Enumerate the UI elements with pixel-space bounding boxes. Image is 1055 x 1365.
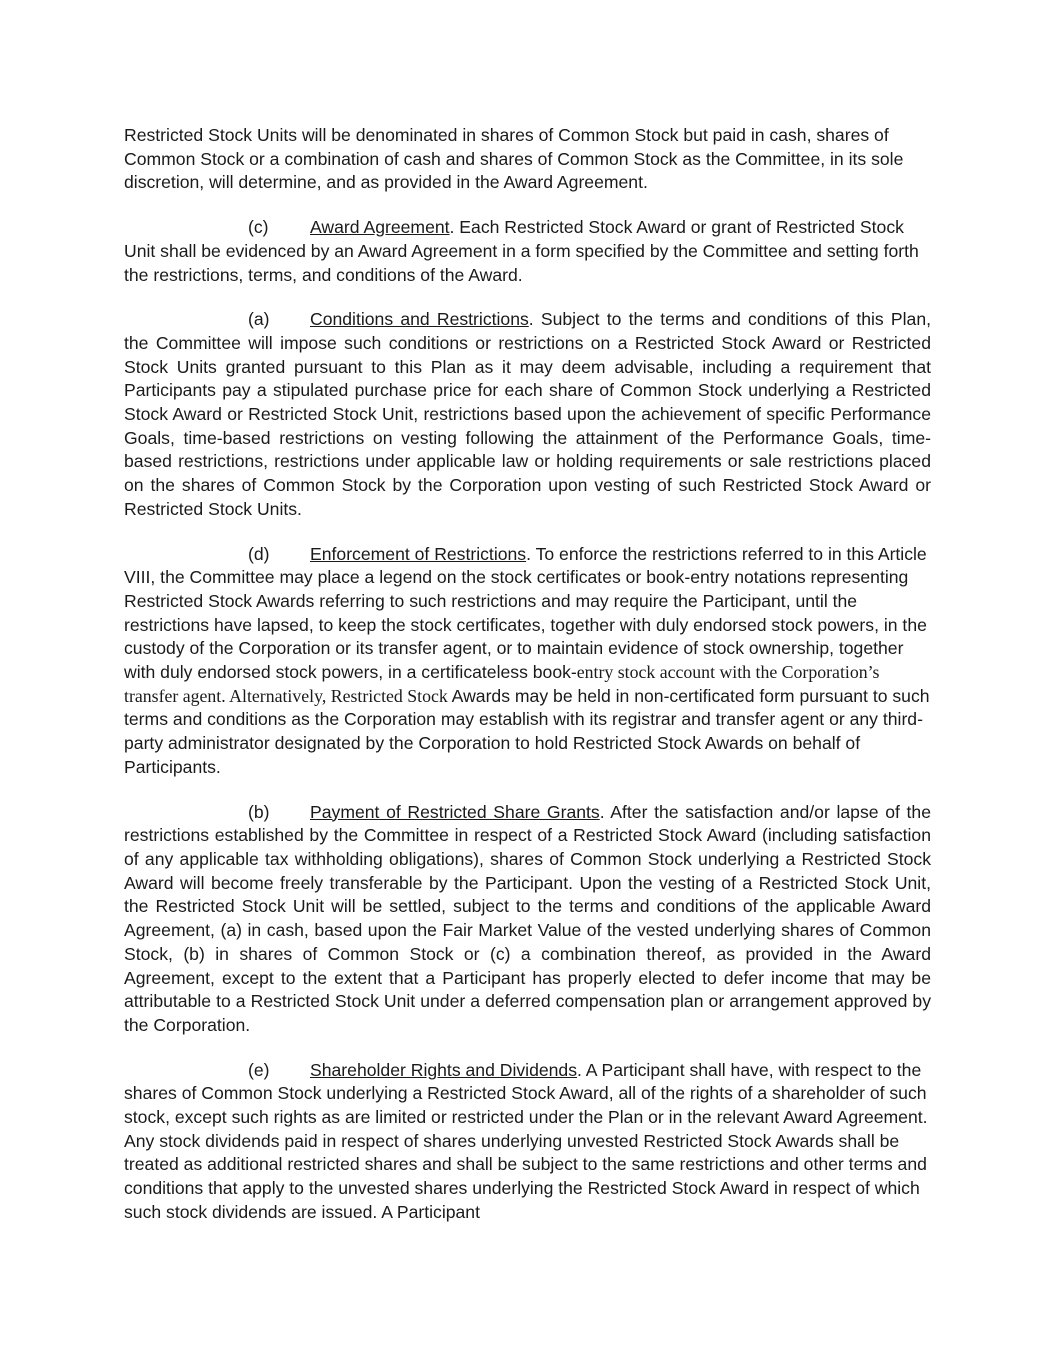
paragraph-payment-restricted-share-grants	[124, 801, 931, 1038]
paragraph-text: . A Participant shall have, with respect to the shares of Common Stock underlying a Restricted Stock Award, all of the rights of a shareholder of such stock, except such rights as are limited or restricted under the Plan or in the relevant Award Agreement. Any stock dividends paid in respect of shares underlying unvested Restricted Stock Awards shall be treated as additional restricted shares and shall be subject to the same restrictions and other terms and conditions that apply to the unvested shares underlying the Restricted Stock Award in respect of which such stock dividends are issued. A Participant	[124, 1059, 928, 1222]
paragraph-enforcement-restrictions	[124, 543, 931, 780]
paragraph-shareholder-rights-dividends	[124, 1059, 931, 1225]
section-label: (a)	[248, 309, 270, 330]
paragraph-text: . Each Restricted Stock Award or grant of Restricted Stock Unit shall be evidenced by an Award Agreement in a form specified by the Committee and setting forth the restrictions, terms, and conditions of the Award.	[124, 217, 919, 285]
paragraph-text: Restricted Stock Units will be denominated in shares of Common Stock but paid in cash, shares of Common Stock or a combination of cash and shares of Common Stock as the Committee, in its sole discretion, will determine, and as provided in the Award Agreement.	[124, 125, 904, 193]
section-label: (d)	[248, 543, 270, 564]
paragraph-text: Awards may be held in non-certificated form pursuant to such terms and conditions as the Corporation may establish with its registrar and transfer agent or any third-party administrator designated by the Corporation to hold Restricted Stock Awards on behalf of Participants.	[124, 685, 930, 777]
paragraph-text: . After the satisfaction and/or lapse of the restrictions established by the Committee in respect of a Restricted Stock Award (including satisfaction of any applicable tax withholding obligations), shares of Common Stock underlying a Restricted Stock Award will become freely transferable by the Participant. Upon the vesting of a Restricted Stock Unit, the Restricted Stock Unit will be settled, subject to the terms and conditions of the applicable Award Agreement, (a) in cash, based upon the Fair Market Value of the vested underlying shares of Common Stock, (b) in shares of Common Stock or (c) a combination thereof, as provided in the Award Agreement, except to the extent that a Participant has properly elected to defer income that may be attributable to a Restricted Stock Unit under a deferred compensation plan or arrangement approved by the Corporation.	[124, 801, 931, 1035]
section-label: (b)	[248, 801, 270, 822]
paragraph-award-agreement	[124, 216, 931, 287]
section-heading-conditions-restrictions: Conditions and Restrictions	[310, 309, 529, 330]
paragraph-rsu-denomination	[124, 124, 931, 195]
section-heading-payment-restricted-share-grants: Payment of Restricted Share Grants	[310, 801, 600, 822]
section-heading-award-agreement: Award Agreement	[310, 217, 450, 238]
section-label: (c)	[248, 217, 269, 238]
section-label: (e)	[248, 1059, 270, 1080]
paragraph-text-serif-run: entry stock account with the Corporation’s transfer agent. Alternatively, Restricted Stock	[124, 662, 880, 706]
paragraph-text: . Subject to the terms and conditions of this Plan, the Committee will impose such conditions or restrictions on a Restricted Stock Award or Restricted Stock Units granted pursuant to this Plan as it may deem advisable, including a requirement that Participants pay a stipulated purchase price for each share of Common Stock underlying a Restricted Stock Award or Restricted Stock Unit, restrictions based upon the achievement of specific Performance Goals, time-based restrictions on vesting following the attainment of the Performance Goals, time-based restrictions, restrictions under applicable law or holding requirements or sale restrictions placed on the shares of Common Stock by the Corporation upon vesting of such Restricted Stock Award or Restricted Stock Units.	[124, 309, 931, 519]
document-page	[124, 124, 931, 1246]
paragraph-conditions-restrictions	[124, 308, 931, 521]
section-heading-enforcement-restrictions: Enforcement of Restrictions	[310, 543, 527, 564]
paragraph-text: . To enforce the restrictions referred to in this Article VIII, the Committee may place a legend on the stock certificates or book-entry notations representing Restricted Stock Awards referring to such restrictions and may require the Participant, until the restrictions have lapsed, to keep the stock certificates, together with duly endorsed stock powers, in the custody of the Corporation or its transfer agent, or to maintain evidence of stock ownership, together with duly endorsed stock powers, in a certificateless book-	[124, 543, 927, 683]
section-heading-shareholder-rights-dividends: Shareholder Rights and Dividends	[310, 1059, 577, 1080]
